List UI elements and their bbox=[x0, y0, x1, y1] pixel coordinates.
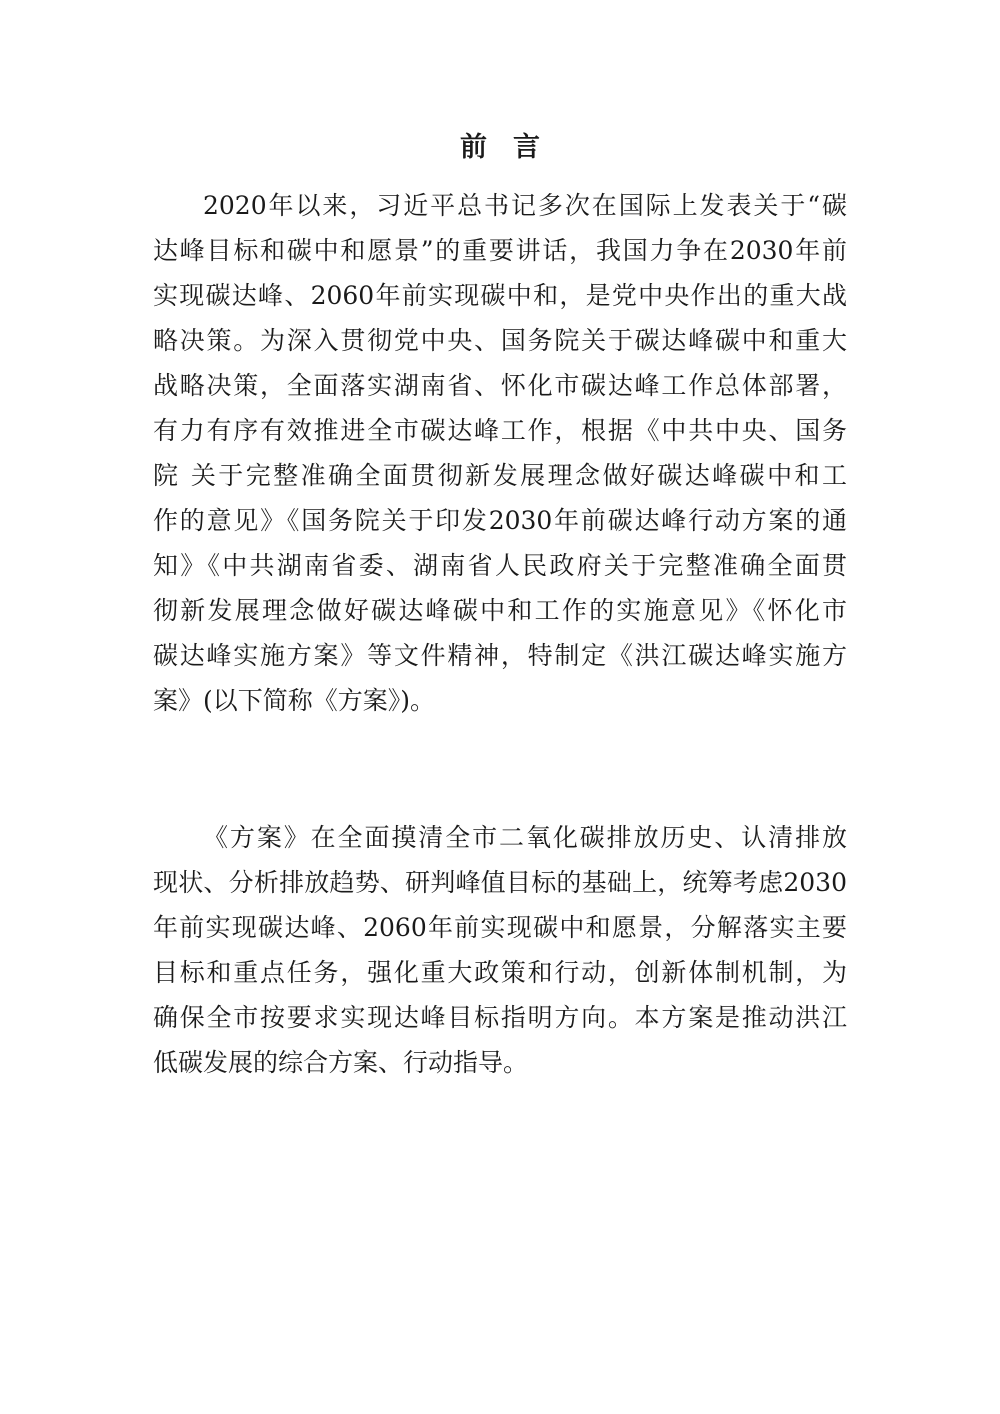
text-line: 战略决策，全面落实湖南省、怀化市碳达峰工作总体部署， bbox=[153, 371, 847, 400]
text-line: 作的意见》《国务院关于印发2030年前碳达峰行动方案的通 bbox=[153, 506, 847, 535]
text-line: 确保全市按要求实现达峰目标指明方向。本方案是推动洪江 bbox=[153, 1003, 847, 1032]
text-line: 2020年以来，习近平总书记多次在国际上发表关于“碳 bbox=[203, 191, 847, 220]
text-line: 院 关于完整准确全面贯彻新发展理念做好碳达峰碳中和工 bbox=[153, 461, 847, 490]
text-line: 达峰目标和碳中和愿景”的重要讲话，我国力争在2030年前 bbox=[153, 236, 847, 265]
text-line: 案》(以下简称《方案》)。 bbox=[153, 686, 436, 715]
text-line: 实现碳达峰、2060年前实现碳中和，是党中央作出的重大战 bbox=[153, 281, 847, 310]
text-line: 《方案》在全面摸清全市二氧化碳排放历史、认清排放 bbox=[203, 823, 847, 852]
text-line: 目标和重点任务，强化重大政策和行动，创新体制机制，为 bbox=[153, 958, 847, 987]
text-line: 年前实现碳达峰、2060年前实现碳中和愿景，分解落实主要 bbox=[153, 913, 847, 942]
text-line: 低碳发展的综合方案、行动指导。 bbox=[153, 1048, 529, 1077]
text-line: 彻新发展理念做好碳达峰碳中和工作的实施意见》《怀化市 bbox=[153, 596, 847, 625]
text-line: 碳达峰实施方案》等文件精神，特制定《洪江碳达峰实施方 bbox=[153, 641, 847, 670]
paragraph-preface bbox=[153, 183, 847, 723]
text-line: 知》《中共湖南省委、湖南省人民政府关于完整准确全面贯 bbox=[153, 551, 847, 580]
page-title: 前言 bbox=[460, 132, 566, 163]
text-line: 现状、分析排放趋势、研判峰值目标的基础上，统筹考虑2030 bbox=[153, 868, 847, 897]
text-line: 有力有序有效推进全市碳达峰工作，根据《中共中央、国务 bbox=[153, 416, 847, 445]
text-line: 略决策。为深入贯彻党中央、国务院关于碳达峰碳中和重大 bbox=[153, 326, 847, 355]
paragraph-plan-summary bbox=[153, 815, 847, 1085]
